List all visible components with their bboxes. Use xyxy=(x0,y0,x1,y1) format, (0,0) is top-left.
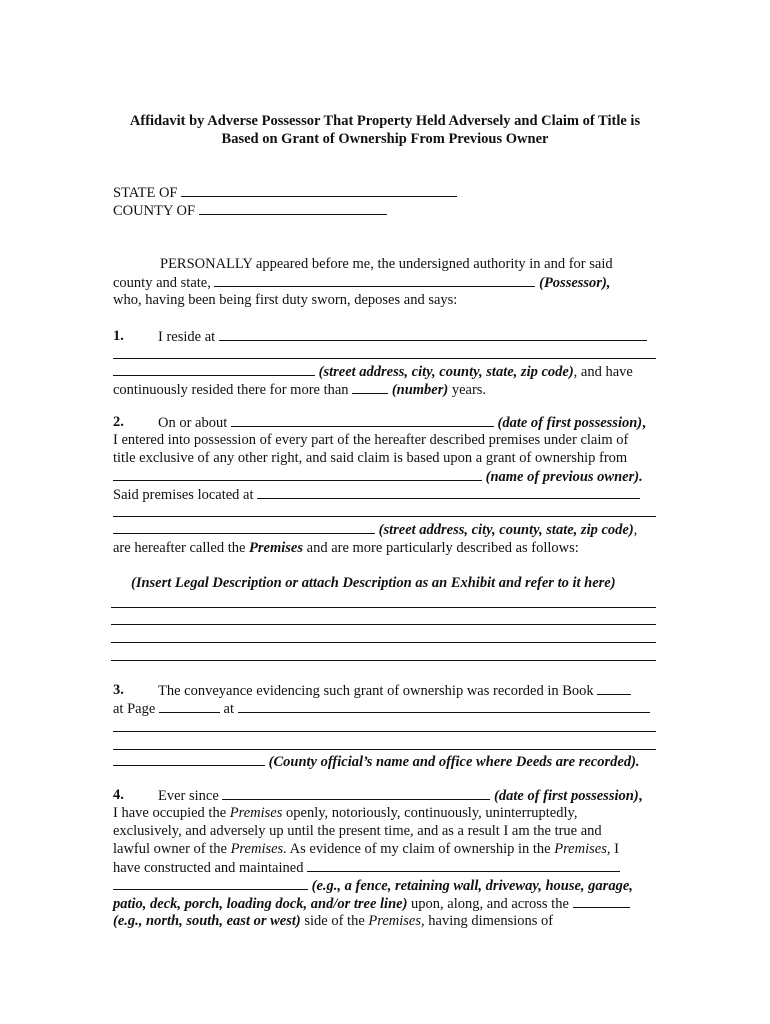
county-official-label: (County official’s name and office where Deeds are recorded). xyxy=(268,754,640,770)
legal-description-line-3[interactable] xyxy=(111,642,656,643)
date-first-possession-label-2: (date of first possession) xyxy=(494,788,639,804)
premises-term: Premises. xyxy=(230,841,287,857)
and-have-text: , and have xyxy=(573,364,633,380)
constructed-maintained-text: have constructed and maintained xyxy=(113,860,304,876)
side-of-text: side of the xyxy=(304,913,365,929)
section-2-line-4 xyxy=(113,467,643,486)
recording-office-blank-2[interactable] xyxy=(113,731,656,732)
section-3-line-4 xyxy=(113,752,640,771)
described-as-follows-text: and are more particularly described as follows: xyxy=(306,540,579,556)
legal-description-line-4[interactable] xyxy=(111,660,656,661)
section-1-line-1 xyxy=(158,327,647,346)
intro-line-1: PERSONALLY appeared before me, the undersigned authority in and for said xyxy=(160,256,613,272)
ever-since-text: Ever since xyxy=(158,788,219,804)
section-4-line-3: exclusively, and adversely up until the present time, and as a result I am the true and xyxy=(113,823,602,839)
previous-owner-blank[interactable] xyxy=(113,467,482,481)
resided-text: continuously resided there for more than xyxy=(113,382,349,398)
on-or-about-text: On or about xyxy=(158,415,228,431)
section-4-line-7 xyxy=(113,894,630,913)
i-text: I xyxy=(614,841,619,857)
date-first-possession-label-1: (date of first possession) xyxy=(497,415,643,431)
upon-along-across-text: upon, along, and across the xyxy=(411,896,569,912)
premises-address-blank-2[interactable] xyxy=(113,516,656,517)
section-4-number: 4. xyxy=(113,787,124,803)
improvement-blank-2[interactable] xyxy=(113,876,308,890)
first-possession-date-blank-1[interactable] xyxy=(231,413,494,427)
direction-examples-label: (e.g., north, south, east or west) xyxy=(113,913,301,929)
improvement-blank-1[interactable] xyxy=(307,858,620,872)
legal-description-instruction: (Insert Legal Description or attach Description as an Exhibit and refer to it here) xyxy=(131,575,616,591)
years-number-blank[interactable] xyxy=(352,380,388,394)
premises-term: Premises xyxy=(249,540,304,556)
section-4-line-8 xyxy=(113,912,553,930)
page-number-blank[interactable] xyxy=(159,699,220,713)
section-1-number: 1. xyxy=(113,328,124,344)
section-4-line-1 xyxy=(158,786,642,805)
document-title-line-2: Based on Grant of Ownership From Previous Owner xyxy=(221,131,549,147)
legal-description-line-1[interactable] xyxy=(111,607,656,608)
document-title-line-1: Affidavit by Adverse Possessor That Property Held Adversely and Claim of Title is xyxy=(129,113,641,129)
recording-office-blank-3[interactable] xyxy=(113,749,656,750)
previous-owner-label: (name of previous owner). xyxy=(485,469,643,485)
at-text: at xyxy=(223,701,234,717)
state-label: STATE OF xyxy=(113,185,178,201)
comma-2: , xyxy=(633,522,638,538)
residence-address-blank-1[interactable] xyxy=(219,327,647,341)
hereafter-called-text: are hereafter called the xyxy=(113,540,246,556)
street-address-label-2: (street address, city, county, state, zip code) xyxy=(378,522,634,538)
intro-line-2 xyxy=(113,273,610,292)
lawful-owner-text: lawful owner of the xyxy=(113,841,227,857)
county-line xyxy=(113,201,387,220)
premises-address-blank-1[interactable] xyxy=(257,485,640,499)
comma-3: , xyxy=(638,788,643,804)
book-number-blank[interactable] xyxy=(597,681,631,695)
section-2-line-7 xyxy=(113,520,637,539)
years-text: years. xyxy=(451,382,487,398)
section-1-line-3 xyxy=(113,362,633,381)
at-page-text: at Page xyxy=(113,701,156,717)
intro-county-state-text: county and state, xyxy=(113,275,211,291)
recording-office-blank-1[interactable] xyxy=(238,699,650,713)
county-official-blank[interactable] xyxy=(113,752,265,766)
conveyance-recorded-text: The conveyance evidencing such grant of ownership was recorded in Book xyxy=(158,683,594,699)
comma-1: , xyxy=(642,415,646,431)
section-2-line-8 xyxy=(113,539,579,557)
section-4-line-5 xyxy=(113,858,620,877)
premises-term: Premises, xyxy=(368,913,425,929)
premises-located-text: Said premises located at xyxy=(113,487,254,503)
section-2-line-2: I entered into possession of every part of the hereafter described premises under claim of xyxy=(113,432,629,448)
intro-line-3: who, having been being first duty sworn, deposes and says: xyxy=(113,292,458,308)
possessor-label: (Possessor), xyxy=(539,275,611,291)
improvement-examples-label: (e.g., a fence, retaining wall, driveway, house, garage, xyxy=(311,878,633,894)
improvement-examples-label-cont: patio, deck, porch, loading dock, and/or tree line) xyxy=(113,896,408,912)
state-blank[interactable] xyxy=(181,183,457,197)
state-line xyxy=(113,183,457,202)
side-direction-blank[interactable] xyxy=(573,894,630,908)
first-possession-date-blank-2[interactable] xyxy=(222,786,490,800)
section-3-number: 3. xyxy=(113,682,124,698)
section-1-line-4 xyxy=(113,380,486,399)
county-blank[interactable] xyxy=(199,201,387,215)
legal-description-line-2[interactable] xyxy=(111,624,656,625)
residence-address-blank-2[interactable] xyxy=(113,358,656,359)
residence-address-blank-3[interactable] xyxy=(113,362,315,376)
possessor-name-blank[interactable] xyxy=(214,273,535,287)
section-2-line-3: title exclusive of any other right, and said claim is based upon a grant of ownership from xyxy=(113,450,628,466)
street-address-label-1: (street address, city, county, state, zip code) xyxy=(318,364,574,380)
county-label: COUNTY OF xyxy=(113,203,196,219)
occupied-text: I have occupied the xyxy=(113,805,227,821)
dimensions-text: having dimensions of xyxy=(428,913,554,929)
evidence-of-claim-text: As evidence of my claim of ownership in the xyxy=(289,841,551,857)
premises-address-blank-3[interactable] xyxy=(113,520,375,534)
section-4-line-4 xyxy=(113,840,619,858)
section-3-line-2 xyxy=(113,699,650,718)
premises-term: Premises, xyxy=(554,841,611,857)
openly-notoriously-text: openly, notoriously, continuously, uninterruptedly, xyxy=(286,805,578,821)
number-label: (number) xyxy=(391,382,449,398)
section-2-line-5 xyxy=(113,485,640,504)
section-3-line-1 xyxy=(158,681,631,700)
section-2-line-1 xyxy=(158,413,646,432)
section-4-line-6 xyxy=(113,876,633,895)
section-4-line-2 xyxy=(113,804,577,822)
section-2-number: 2. xyxy=(113,414,124,430)
premises-term: Premises xyxy=(229,805,283,821)
reside-at-text: I reside at xyxy=(158,329,216,345)
